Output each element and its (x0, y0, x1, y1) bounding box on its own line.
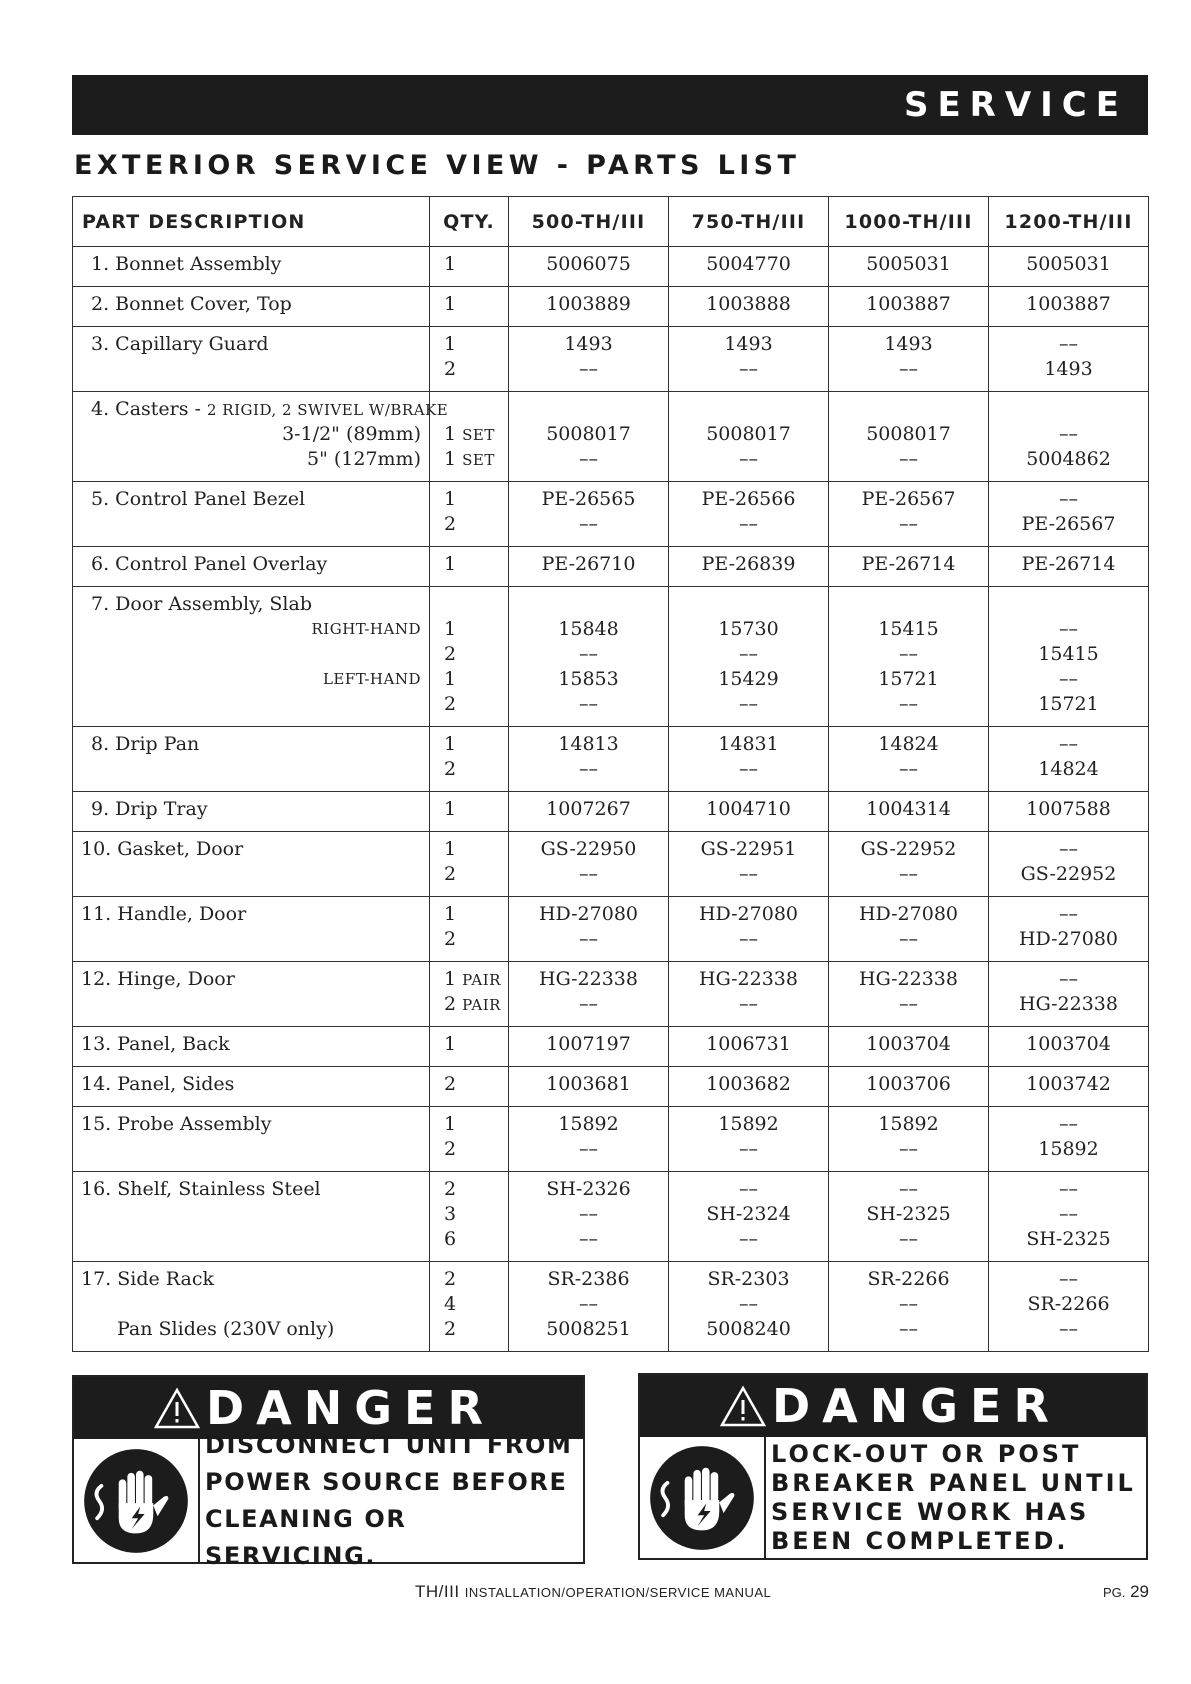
table-row (73, 587, 1149, 727)
table-row (73, 392, 1149, 482)
qty-number: 1 (444, 423, 457, 445)
part-number: 1007197 (546, 1033, 631, 1055)
part-number: 5004770 (706, 253, 791, 275)
electric-shock-hand-icon (640, 1437, 766, 1558)
qty-value: 4 (444, 1293, 457, 1315)
part-number: 15892 (1038, 1138, 1099, 1160)
danger-heading-text: DANGER (206, 1381, 495, 1435)
part-number: 14824 (1038, 758, 1099, 780)
part-description: 6. Control Panel Overlay (91, 553, 328, 575)
part-number: SH-2324 (706, 1203, 791, 1225)
part-number: HG-22338 (859, 968, 958, 990)
qty-value: 2 (444, 1138, 457, 1160)
qty-value (430, 447, 508, 472)
electric-shock-hand-icon (74, 1439, 200, 1562)
danger-message-line: LOCK-OUT OR POST (771, 1439, 1082, 1468)
part-number: –– (899, 1293, 918, 1315)
spacer (73, 642, 429, 667)
spacer (73, 1292, 429, 1317)
part-number: 1004314 (866, 798, 951, 820)
part-number: –– (739, 758, 758, 780)
part-number: 15853 (558, 668, 619, 690)
part-number: GS-22952 (860, 838, 957, 860)
qty-value: 2 (444, 693, 457, 715)
part-number: –– (899, 448, 918, 470)
part-number: HG-22338 (1019, 993, 1118, 1015)
part-number: 15721 (1038, 693, 1099, 715)
part-number: 1493 (884, 333, 933, 355)
part-number: 5005031 (1026, 253, 1111, 275)
page-number (1103, 1582, 1149, 1602)
qty-value: 1 (444, 293, 457, 315)
part-number (509, 397, 668, 422)
qty-value: 2 (444, 513, 457, 535)
part-number: 1493 (564, 333, 613, 355)
table-row (73, 1262, 1149, 1352)
qty-value: 1 (444, 1113, 457, 1135)
part-description: 15. Probe Assembly (81, 1113, 272, 1135)
part-description-main: 4. Casters - (91, 398, 207, 420)
part-number (829, 592, 988, 617)
part-number: –– (899, 758, 918, 780)
part-number: 1003681 (546, 1073, 631, 1095)
part-number: –– (579, 863, 598, 885)
qty-value: 1 (444, 1033, 457, 1055)
part-number: –– (579, 1203, 598, 1225)
part-description: 8. Drip Pan (91, 733, 200, 755)
part-number: 1493 (724, 333, 773, 355)
table-row (73, 1172, 1149, 1262)
part-number: –– (1059, 488, 1078, 510)
part-number: 1003742 (1026, 1073, 1111, 1095)
part-variant: Pan Slides (230V only) (117, 1318, 335, 1340)
table-row (73, 897, 1149, 962)
part-number: SH-2326 (546, 1178, 631, 1200)
part-description: 9. Drip Tray (91, 798, 208, 820)
part-number: GS-22951 (700, 838, 797, 860)
part-description: 12. Hinge, Door (81, 968, 235, 990)
part-number: –– (1059, 423, 1078, 445)
part-number: –– (1059, 668, 1078, 690)
part-number: –– (739, 513, 758, 535)
part-number: 15892 (718, 1113, 779, 1135)
part-number: PE-26565 (541, 488, 636, 510)
danger-message-line: SERVICE WORK HAS (771, 1497, 1090, 1526)
table-row (73, 1067, 1149, 1107)
danger-label-disconnect (72, 1375, 585, 1570)
danger-label-lockout (638, 1373, 1148, 1560)
part-number: PE-26567 (1021, 513, 1116, 535)
part-number: –– (579, 758, 598, 780)
part-number: PE-26839 (701, 553, 796, 575)
part-number (989, 592, 1148, 617)
qty-value: 2 (444, 1178, 457, 1200)
part-number (669, 397, 828, 422)
table-row (73, 482, 1149, 547)
part-variant: 5" (127mm) (307, 448, 421, 470)
part-description: 14. Panel, Sides (81, 1073, 235, 1095)
part-number: GS-22950 (540, 838, 637, 860)
part-number: 1003888 (706, 293, 791, 315)
part-number: –– (899, 993, 918, 1015)
part-description: 1. Bonnet Assembly (91, 253, 282, 275)
part-number: –– (1059, 1113, 1078, 1135)
part-description: 10. Gasket, Door (81, 838, 244, 860)
qty-value: 2 (444, 1318, 457, 1340)
qty-value: 1 (444, 903, 457, 925)
part-number: SR-2386 (547, 1268, 630, 1290)
part-number: 5004862 (1026, 448, 1111, 470)
part-number: 1006731 (706, 1033, 791, 1055)
part-number: –– (1059, 1178, 1078, 1200)
part-number: 15892 (878, 1113, 939, 1135)
part-number: 1003682 (706, 1073, 791, 1095)
part-number: –– (579, 928, 598, 950)
part-number: –– (1059, 733, 1078, 755)
part-number: –– (1059, 903, 1078, 925)
part-number: –– (1059, 618, 1078, 640)
part-number (989, 397, 1148, 422)
part-number (829, 397, 988, 422)
qty-number: 2 (444, 993, 457, 1015)
qty-value: 1 (444, 838, 457, 860)
qty-unit: PAIR (462, 996, 501, 1014)
qty-value: 2 (444, 358, 457, 380)
part-number: –– (1059, 838, 1078, 860)
part-number: 15892 (558, 1113, 619, 1135)
part-number: PE-26566 (701, 488, 796, 510)
manual-title (415, 1582, 771, 1602)
part-number: GS-22952 (1020, 863, 1117, 885)
part-number: HG-22338 (539, 968, 638, 990)
part-number: –– (579, 1138, 598, 1160)
page-number-value: 29 (1130, 1582, 1149, 1601)
warning-triangle-icon (720, 1385, 766, 1427)
danger-message-line: BEEN COMPLETED. (771, 1526, 1069, 1555)
table-row (73, 962, 1149, 1027)
part-number: SH-2325 (866, 1203, 951, 1225)
qty-value (430, 397, 508, 422)
qty-value: 2 (444, 928, 457, 950)
table-row (73, 327, 1149, 392)
part-number: –– (1059, 968, 1078, 990)
part-description: 11. Handle, Door (81, 903, 247, 925)
table-row (73, 287, 1149, 327)
qty-value (430, 992, 508, 1017)
part-number: –– (579, 643, 598, 665)
qty-value: 3 (444, 1203, 457, 1225)
qty-unit: SET (462, 426, 495, 444)
part-number: HD-27080 (538, 903, 639, 925)
part-number: –– (899, 928, 918, 950)
part-description: 7. Door Assembly, Slab (91, 593, 312, 615)
part-variant: LEFT-HAND (322, 670, 421, 688)
part-number: 5008240 (706, 1318, 791, 1340)
part-number: 14813 (558, 733, 619, 755)
part-number: –– (579, 993, 598, 1015)
part-description-note: 2 RIGID, 2 SWIVEL W/BRAKE (207, 401, 449, 419)
part-number: –– (739, 1138, 758, 1160)
qty-value: 6 (444, 1228, 457, 1250)
page-prefix: PG. (1102, 1585, 1126, 1600)
part-number: PE-26714 (1021, 553, 1116, 575)
part-number: PE-26567 (861, 488, 956, 510)
part-description: 17. Side Rack (81, 1268, 215, 1290)
qty-value (430, 422, 508, 447)
part-number: 5005031 (866, 253, 951, 275)
part-number (669, 592, 828, 617)
danger-message-line: BREAKER PANEL UNTIL (771, 1468, 1136, 1497)
danger-message (200, 1430, 583, 1570)
danger-message-line: POWER SOURCE BEFORE (205, 1467, 568, 1496)
part-number: PE-26710 (541, 553, 636, 575)
part-number: –– (739, 1228, 758, 1250)
part-number: 1004710 (706, 798, 791, 820)
part-number: –– (899, 1178, 918, 1200)
manual-name: INSTALLATION/OPERATION/SERVICE MANUAL (464, 1585, 772, 1600)
part-number: –– (739, 448, 758, 470)
part-description: 5. Control Panel Bezel (91, 488, 306, 510)
part-number: –– (899, 863, 918, 885)
part-number: HD-27080 (1018, 928, 1119, 950)
part-number: –– (579, 693, 598, 715)
part-number (509, 592, 668, 617)
part-number: –– (1059, 1318, 1078, 1340)
qty-value: 2 (444, 1073, 457, 1095)
qty-value: 1 (444, 253, 457, 275)
part-variant: 3-1/2" (89mm) (282, 423, 421, 445)
part-number: 5008017 (866, 423, 951, 445)
qty-value: 2 (444, 643, 457, 665)
part-number: 15429 (718, 668, 779, 690)
table-row (73, 727, 1149, 792)
qty-value (430, 592, 508, 617)
part-number: –– (739, 1293, 758, 1315)
part-variant: RIGHT-HAND (311, 620, 421, 638)
table-row (73, 547, 1149, 587)
part-number: 15721 (878, 668, 939, 690)
section-banner (72, 75, 1148, 135)
qty-number: 1 (444, 968, 457, 990)
part-description (73, 397, 449, 422)
part-description: 3. Capillary Guard (91, 333, 269, 355)
part-number: 5008017 (706, 423, 791, 445)
part-number: –– (899, 358, 918, 380)
table-row (73, 792, 1149, 832)
qty-value: 1 (444, 553, 457, 575)
part-number: –– (579, 448, 598, 470)
part-number: 1003889 (546, 293, 631, 315)
part-number: HD-27080 (698, 903, 799, 925)
part-number: HD-27080 (858, 903, 959, 925)
section-label: SERVICE (903, 85, 1128, 125)
column-header: QTY. (430, 197, 509, 247)
part-number: 5008251 (546, 1318, 631, 1340)
danger-heading (640, 1375, 1146, 1437)
qty-value: 1 (444, 618, 457, 640)
page-title: EXTERIOR SERVICE VIEW - PARTS LIST (74, 150, 801, 181)
qty-value: 1 (444, 333, 457, 355)
danger-message-line: DISCONNECT UNIT FROM (205, 1430, 573, 1459)
table-row (73, 1027, 1149, 1067)
page-footer (0, 1582, 1191, 1606)
part-number: 1003887 (1026, 293, 1111, 315)
qty-value (430, 967, 508, 992)
table-row (73, 832, 1149, 897)
part-number: –– (899, 693, 918, 715)
part-number: –– (579, 1228, 598, 1250)
part-number: –– (899, 1318, 918, 1340)
qty-value: 1 (444, 733, 457, 755)
part-number: 1003706 (866, 1073, 951, 1095)
part-number: –– (899, 1228, 918, 1250)
column-header: PART DESCRIPTION (73, 197, 430, 247)
column-header: 750-TH/III (669, 197, 829, 247)
table-row (73, 1107, 1149, 1172)
part-number: –– (899, 643, 918, 665)
part-number: –– (579, 513, 598, 535)
part-number: –– (899, 513, 918, 535)
part-number: –– (739, 1178, 758, 1200)
qty-value: 1 (444, 668, 457, 690)
part-number: 5008017 (546, 423, 631, 445)
part-number: 1007267 (546, 798, 631, 820)
part-description: 16. Shelf, Stainless Steel (81, 1178, 321, 1200)
parts-table (72, 196, 1149, 1352)
part-number: SR-2266 (1027, 1293, 1110, 1315)
table-header-row (73, 197, 1149, 247)
qty-unit: PAIR (462, 971, 501, 989)
part-description: 2. Bonnet Cover, Top (91, 293, 292, 315)
part-number: –– (739, 693, 758, 715)
qty-value: 2 (444, 758, 457, 780)
part-number: 15848 (558, 618, 619, 640)
part-number: 5006075 (546, 253, 631, 275)
part-number: SH-2325 (1026, 1228, 1111, 1250)
qty-value: 1 (444, 798, 457, 820)
part-number: PE-26714 (861, 553, 956, 575)
qty-value: 1 (444, 488, 457, 510)
column-header: 500-TH/III (509, 197, 669, 247)
part-description: 13. Panel, Back (81, 1033, 230, 1055)
part-number: 15730 (718, 618, 779, 640)
part-number: –– (739, 643, 758, 665)
warning-triangle-icon (154, 1387, 200, 1429)
part-number: –– (739, 928, 758, 950)
manual-model: TH/III (415, 1582, 460, 1601)
column-header: 1200-TH/III (989, 197, 1149, 247)
part-number: –– (739, 993, 758, 1015)
part-number: –– (579, 358, 598, 380)
qty-number: 1 (444, 448, 457, 470)
part-number: SR-2303 (707, 1268, 790, 1290)
part-number: 1493 (1044, 358, 1093, 380)
part-number: 15415 (878, 618, 939, 640)
part-number: HG-22338 (699, 968, 798, 990)
qty-value: 2 (444, 863, 457, 885)
part-number: –– (1059, 333, 1078, 355)
part-number: –– (739, 358, 758, 380)
part-number: 1003704 (1026, 1033, 1111, 1055)
part-number: –– (1059, 1203, 1078, 1225)
table-row (73, 247, 1149, 287)
part-number: 1003704 (866, 1033, 951, 1055)
qty-unit: SET (462, 451, 495, 469)
part-number: –– (739, 863, 758, 885)
part-number: 15415 (1038, 643, 1099, 665)
part-number: –– (1059, 1268, 1078, 1290)
part-number: –– (579, 1293, 598, 1315)
danger-message (766, 1437, 1146, 1558)
part-number: SR-2266 (867, 1268, 950, 1290)
part-number: 1007588 (1026, 798, 1111, 820)
danger-message-line: CLEANING OR SERVICING. (205, 1504, 407, 1570)
column-header: 1000-TH/III (829, 197, 989, 247)
part-number: 1003887 (866, 293, 951, 315)
part-number: 14824 (878, 733, 939, 755)
qty-value: 2 (444, 1268, 457, 1290)
part-number: 14831 (718, 733, 779, 755)
part-number: –– (899, 1138, 918, 1160)
danger-heading-text: DANGER (772, 1379, 1061, 1433)
